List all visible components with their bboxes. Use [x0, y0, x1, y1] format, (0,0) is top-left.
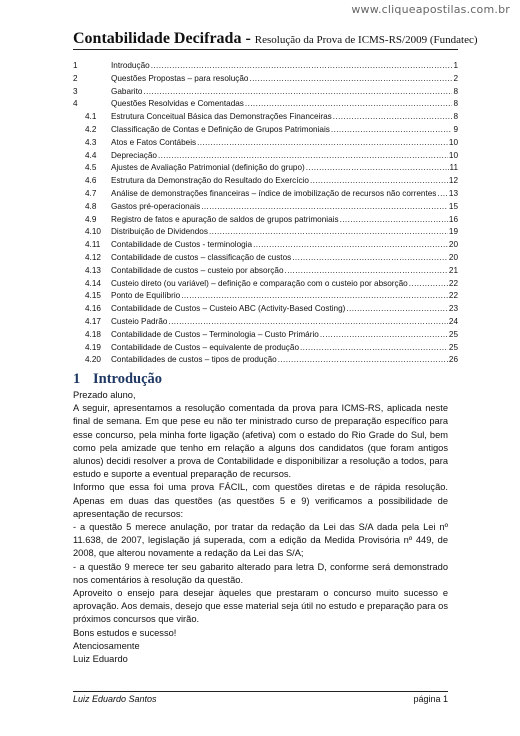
toc-leader-dots [209, 226, 448, 239]
toc-entry[interactable] [73, 342, 458, 355]
toc-entry[interactable] [73, 316, 458, 329]
toc-entry[interactable] [73, 175, 458, 188]
toc-entry-page: 25 [448, 342, 458, 352]
body-paragraph: Luiz Eduardo [73, 654, 128, 665]
toc-entry-title: Questões Resolvidas e Comentadas [111, 99, 244, 109]
toc-entry-page: 21 [448, 265, 458, 275]
toc-entry-number: 4.9 [85, 214, 97, 224]
toc-entry[interactable] [73, 111, 458, 124]
toc-leader-dots [300, 342, 448, 355]
toc-entry-page: 10 [448, 150, 458, 160]
toc-entry-number: 4.3 [85, 137, 97, 147]
body-paragraph: A seguir, apresentamos a resolução comentada da prova para ICMS-RS, aplicada neste final de semana. Em que pese eu não ter ministrado curso de preparação específico para esse concurso, pela minha forte ligação (afetiva) com o estado do Rio Grade do Sul, bem como pela amizade que tenho em relação a alguns dos candidatos (que foram antigos alunos) decidi resolver a prova de Contabilidade e disponibilizar a resolução a todos, para estudo e suporte a eventual preparação de recursos. [73, 403, 448, 480]
toc-entry-number: 4.7 [85, 188, 97, 198]
toc-entry-title: Gabarito [111, 86, 143, 96]
toc-entry-page: 22 [448, 291, 458, 301]
toc-entry-number: 4.19 [85, 342, 101, 352]
footer-page-number: página 1 [413, 694, 448, 704]
toc-entry-title: Introdução [111, 61, 150, 70]
toc-entry-page: 20 [448, 240, 458, 250]
toc-entry[interactable] [73, 214, 458, 227]
toc-entry-number: 4.18 [85, 329, 101, 339]
toc-entry[interactable] [73, 239, 458, 252]
toc-entry-number: 4.1 [85, 112, 97, 122]
toc-leader-dots [253, 239, 448, 252]
toc-leader-dots [249, 73, 452, 86]
toc-entry-number: 4.12 [85, 252, 101, 262]
page-footer [73, 691, 448, 704]
toc-entry-title: Ponto de Equilíbrio [111, 291, 181, 301]
toc-leader-dots [151, 60, 453, 73]
toc-leader-dots [278, 354, 448, 367]
toc-entry-number: 4.5 [85, 163, 97, 173]
toc-entry-title: Questões Propostas – para resolução [111, 73, 249, 83]
toc-entry-page: 15 [448, 201, 458, 211]
toc-entry-title: Ajustes de Avaliação Patrimonial (definição do grupo) [111, 163, 305, 173]
section-heading [73, 371, 162, 388]
toc-entry-title: Contabilidades de custos – tipos de produção [111, 355, 277, 365]
toc-entry[interactable] [73, 60, 458, 73]
toc-leader-dots [340, 214, 448, 227]
body-paragraph: Prezado aluno, [73, 390, 136, 400]
toc-entry[interactable] [73, 252, 458, 265]
table-of-contents [73, 60, 458, 367]
toc-entry-number: 4 [73, 99, 78, 109]
toc-entry-number: 4.4 [85, 150, 97, 160]
toc-leader-dots [285, 265, 448, 278]
toc-entry-page: 1 [453, 61, 458, 70]
toc-entry-page: 16 [448, 214, 458, 224]
toc-entry-title: Contabilidade de Custos – Terminologia – Custo Primário [111, 329, 319, 339]
body-paragraph: Bons estudos e sucesso! [73, 627, 177, 638]
toc-entry-title: Custeio Padrão [111, 316, 168, 326]
toc-entry-number: 4.13 [85, 265, 101, 275]
toc-entry-title: Contabilidade de custos – classificação de custos [111, 252, 292, 262]
toc-entry-number: 4.8 [85, 201, 97, 211]
toc-leader-dots [320, 329, 448, 342]
body-paragraph: - a questão 9 merece ter seu gabarito alterado para letra D, conforme será demonstrado nos comentários à resolução da questão. [73, 561, 448, 585]
toc-entry-page: 13 [448, 188, 458, 198]
toc-leader-dots [306, 162, 449, 175]
toc-entry-title: Contabilidade de Custos – Custeio ABC (Activity-Based Costing) [111, 304, 346, 314]
page-header [73, 30, 478, 50]
toc-entry[interactable] [73, 226, 458, 239]
toc-entry-page: 26 [448, 355, 458, 365]
toc-entry[interactable] [73, 162, 458, 175]
toc-entry-number: 1 [73, 61, 78, 70]
toc-leader-dots [168, 316, 447, 329]
toc-entry[interactable] [73, 137, 458, 150]
toc-entry[interactable] [73, 354, 458, 367]
toc-entry[interactable] [73, 329, 458, 342]
toc-entry[interactable] [73, 98, 458, 111]
footer-author: Luiz Eduardo Santos [73, 694, 157, 704]
toc-leader-dots [158, 150, 448, 163]
toc-entry-page: 11 [449, 163, 458, 173]
toc-entry-number: 4.10 [85, 227, 101, 237]
toc-entry-number: 4.11 [85, 240, 101, 250]
toc-leader-dots [331, 124, 453, 137]
toc-entry-number: 4.6 [85, 176, 97, 186]
toc-entry-title: Contabilidade de custos – custeio por absorção [111, 265, 284, 275]
document-subtitle: Resolução da Prova de ICMS-RS/2009 (Fundatec) [254, 34, 478, 46]
toc-entry[interactable] [73, 201, 458, 214]
section-title: Introdução [93, 371, 163, 387]
toc-leader-dots [201, 201, 448, 214]
toc-entry-page: 20 [448, 252, 458, 262]
toc-entry-title: Classificação de Contas e Definição de Grupos Patrimoniais [111, 124, 330, 134]
toc-entry-page: 10 [448, 137, 458, 147]
toc-entry-number: 4.16 [85, 304, 101, 314]
body-paragraph: - a questão 5 merece anulação, por tratar da redação da Lei das S/A dada pela Lei nº 11.638, de 2007, legislação já superada, com a edição da Medida Provisória nº 449, de 2008, que alterou novamente a redação da Lei das S/A; [73, 522, 448, 559]
toc-entry-number: 4.20 [85, 355, 101, 365]
toc-leader-dots [292, 252, 448, 265]
toc-leader-dots [346, 303, 448, 316]
toc-entry-title: Contabilidade de Custos - terminologia [111, 240, 253, 250]
toc-entry-number: 4.17 [85, 316, 101, 326]
toc-entry-title: Distribuição de Dividendos [111, 227, 208, 237]
toc-entry-page: 8 [453, 99, 458, 109]
toc-entry-number: 4.15 [85, 291, 101, 301]
toc-entry[interactable] [73, 278, 458, 291]
body-paragraph: Informo que essa foi uma prova FÁCIL, com questões diretas e de rápida resolução. Apenas em duas das questões (as questões 5 e 9) verificamos a possibilidade de apresentação de recursos: [73, 482, 448, 519]
toc-entry-number: 2 [73, 73, 78, 83]
toc-entry[interactable] [73, 124, 458, 137]
toc-entry-number: 3 [73, 86, 78, 96]
toc-entry-title: Contabilidade de Custos – equivalente de produção [111, 342, 299, 352]
toc-entry-title: Estrutura Conceitual Básica das Demonstrações Financeiras [111, 112, 332, 122]
toc-leader-dots [310, 175, 448, 188]
toc-entry-page: 9 [453, 124, 458, 134]
toc-entry[interactable] [73, 86, 458, 99]
toc-entry-title: Depreciação [111, 150, 157, 160]
toc-entry[interactable] [73, 290, 458, 303]
toc-leader-dots [181, 290, 448, 303]
toc-entry[interactable] [73, 265, 458, 278]
toc-entry[interactable] [73, 150, 458, 163]
toc-leader-dots [197, 137, 448, 150]
toc-entry[interactable] [73, 188, 458, 201]
toc-entry-title: Atos e Fatos Contábeis [111, 137, 197, 147]
site-url: www.cliqueapostilas.com.br [351, 3, 510, 16]
toc-entry-page: 2 [453, 73, 458, 83]
toc-entry-page: 23 [448, 304, 458, 314]
toc-entry[interactable] [73, 73, 458, 86]
toc-entry-page: 25 [448, 329, 458, 339]
toc-entry-page: 8 [453, 86, 458, 96]
toc-leader-dots [437, 188, 447, 201]
toc-entry-page: 22 [448, 278, 458, 288]
toc-entry-title: Estrutura da Demonstração do Resultado do Exercício [111, 176, 309, 186]
body-text [73, 389, 448, 666]
body-paragraph: Aproveito o ensejo para desejar àqueles que prestaram o concurso muito sucesso e aprovação. Aos demais, desejo que esse material seja útil no estudo e preparação para os próximos concursos que virão. [73, 588, 448, 625]
toc-entry-title: Gastos pré-operacionais [111, 201, 201, 211]
document-title: Contabilidade Decifrada - [73, 30, 255, 47]
toc-entry-title: Custeio direto (ou variável) – definição e comparação com o custeio por absorção [111, 278, 408, 288]
toc-entry-title: Análise de demonstrações financeiras – índice de imobilização de recursos não correntes [111, 188, 437, 198]
toc-entry-number: 4.14 [85, 278, 101, 288]
toc-leader-dots [143, 86, 452, 99]
section-number: 1 [73, 371, 81, 387]
toc-leader-dots [409, 278, 448, 291]
toc-entry-page: 19 [448, 227, 458, 237]
toc-leader-dots [333, 111, 453, 124]
toc-entry-page: 24 [448, 316, 458, 326]
toc-entry-title: Registro de fatos e apuração de saldos de grupos patrimoniais [111, 214, 339, 224]
toc-entry-page: 12 [448, 176, 458, 186]
toc-entry-page: 8 [453, 112, 458, 122]
toc-entry-number: 4.2 [85, 124, 97, 134]
body-paragraph: Atenciosamente [73, 640, 140, 651]
toc-leader-dots [245, 98, 453, 111]
toc-entry[interactable] [73, 303, 458, 316]
